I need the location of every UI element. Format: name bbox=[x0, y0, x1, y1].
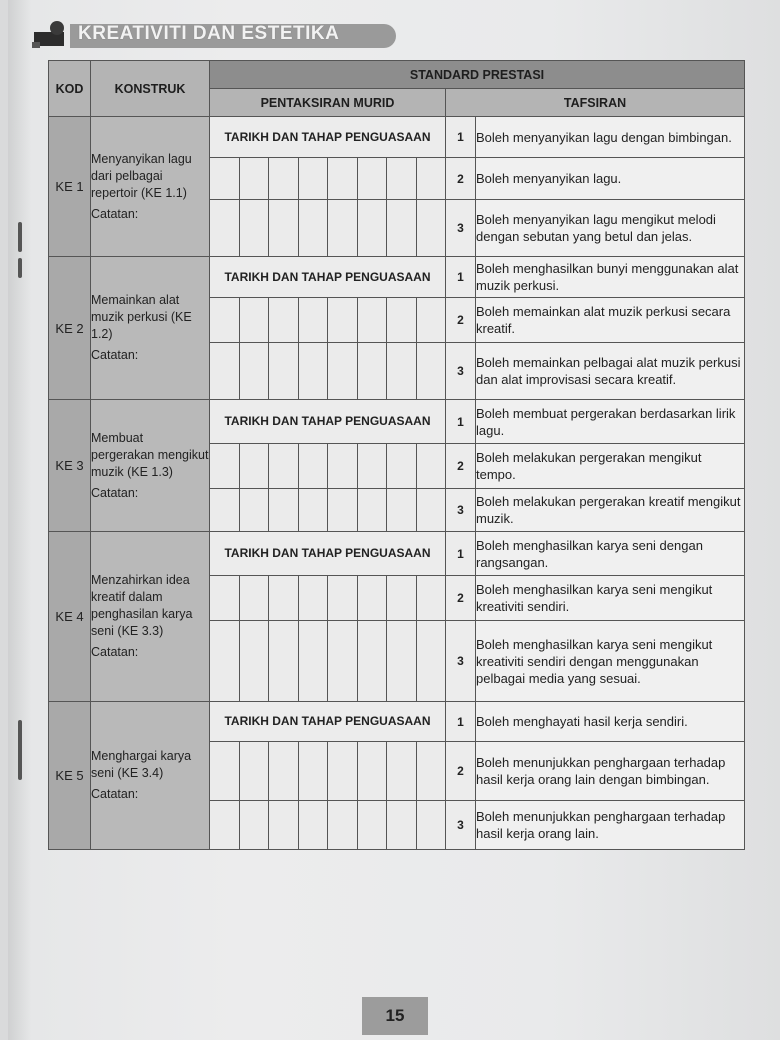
konstruk-cell bbox=[91, 532, 210, 702]
assessment-box[interactable] bbox=[417, 200, 446, 256]
assessment-box[interactable] bbox=[299, 489, 329, 531]
catatan-label: Catatan: bbox=[91, 206, 139, 221]
assessment-box[interactable] bbox=[387, 742, 417, 800]
assessment-box[interactable] bbox=[210, 343, 240, 399]
tahap-number: 1 bbox=[446, 702, 476, 742]
assessment-box[interactable] bbox=[210, 801, 240, 849]
assessment-box[interactable] bbox=[269, 444, 299, 488]
assessment-box[interactable] bbox=[387, 343, 417, 399]
assessment-box[interactable] bbox=[358, 444, 388, 488]
binder-mark bbox=[18, 222, 22, 252]
tafsiran-text: Boleh menunjukkan penghargaan terhadap hasil kerja orang lain. bbox=[476, 801, 745, 850]
assessment-box[interactable] bbox=[240, 158, 270, 199]
konstruk-text: Menzahirkan idea kreatif dalam penghasilan karya seni (KE 3.3) bbox=[91, 573, 193, 638]
section-header bbox=[30, 18, 370, 52]
assessment-box[interactable] bbox=[210, 298, 240, 342]
tahap-number: 2 bbox=[446, 742, 476, 801]
assessment-box[interactable] bbox=[240, 489, 270, 531]
tahap-number: 3 bbox=[446, 489, 476, 532]
konstruk-cell bbox=[91, 117, 210, 257]
header-tafsiran: TAFSIRAN bbox=[446, 89, 745, 117]
konstruk-cell bbox=[91, 257, 210, 400]
tarikh-tahap-label: TARIKH DAN TAHAP PENGUASAAN bbox=[210, 532, 446, 576]
assessment-box[interactable] bbox=[358, 801, 388, 849]
tahap-number: 2 bbox=[446, 444, 476, 489]
assessment-box[interactable] bbox=[299, 742, 329, 800]
kod-cell: KE 1 bbox=[49, 117, 91, 257]
assessment-box[interactable] bbox=[269, 489, 299, 531]
assessment-grid bbox=[210, 801, 446, 850]
catatan-label: Catatan: bbox=[91, 485, 139, 500]
assessment-box[interactable] bbox=[358, 621, 388, 701]
assessment-box[interactable] bbox=[269, 576, 299, 620]
kod-cell: KE 2 bbox=[49, 257, 91, 400]
tahap-number: 3 bbox=[446, 343, 476, 400]
tahap-number: 1 bbox=[446, 257, 476, 298]
assessment-box[interactable] bbox=[358, 742, 388, 800]
assessment-box[interactable] bbox=[299, 801, 329, 849]
page-title: KREATIVITI DAN ESTETIKA bbox=[78, 23, 340, 44]
binder-mark bbox=[18, 720, 22, 780]
assessment-box[interactable] bbox=[328, 742, 358, 800]
tafsiran-text: Boleh menghasilkan bunyi menggunakan alat muzik perkusi. bbox=[476, 257, 745, 298]
tafsiran-text: Boleh menyanyikan lagu. bbox=[476, 158, 745, 200]
assessment-box[interactable] bbox=[210, 444, 240, 488]
tarikh-tahap-label: TARIKH DAN TAHAP PENGUASAAN bbox=[210, 400, 446, 444]
assessment-box[interactable] bbox=[387, 158, 417, 199]
tahap-number: 2 bbox=[446, 576, 476, 621]
assessment-box[interactable] bbox=[417, 343, 446, 399]
catatan-label: Catatan: bbox=[91, 348, 139, 362]
assessment-box[interactable] bbox=[417, 158, 446, 199]
tafsiran-text: Boleh melakukan pergerakan kreatif mengikut muzik. bbox=[476, 489, 745, 532]
assessment-box[interactable] bbox=[328, 621, 358, 701]
assessment-grid bbox=[210, 200, 446, 257]
assessment-grid bbox=[210, 343, 446, 400]
assessment-box[interactable] bbox=[328, 801, 358, 849]
assessment-box[interactable] bbox=[387, 489, 417, 531]
assessment-grid bbox=[210, 444, 446, 489]
assessment-box[interactable] bbox=[358, 200, 388, 256]
assessment-box[interactable] bbox=[240, 742, 270, 800]
assessment-box[interactable] bbox=[240, 621, 270, 701]
tafsiran-text: Boleh melakukan pergerakan mengikut tempo. bbox=[476, 444, 745, 489]
kod-cell: KE 5 bbox=[49, 702, 91, 850]
tahap-number: 2 bbox=[446, 298, 476, 343]
assessment-box[interactable] bbox=[299, 444, 329, 488]
assessment-box[interactable] bbox=[299, 200, 329, 256]
tahap-number: 3 bbox=[446, 621, 476, 702]
kod-cell: KE 3 bbox=[49, 400, 91, 532]
tafsiran-text: Boleh menghasilkan karya seni dengan rangsangan. bbox=[476, 532, 745, 576]
tahap-number: 1 bbox=[446, 400, 476, 444]
assessment-box[interactable] bbox=[417, 742, 446, 800]
assessment-box[interactable] bbox=[299, 158, 329, 199]
assessment-grid bbox=[210, 742, 446, 801]
catatan-label: Catatan: bbox=[91, 787, 139, 801]
table-row bbox=[49, 117, 745, 158]
assessment-grid bbox=[210, 298, 446, 343]
assessment-box[interactable] bbox=[210, 200, 240, 256]
konstruk-text: Menyanyikan lagu dari pelbagai repertoir (KE 1.1) bbox=[91, 151, 192, 200]
tahap-number: 1 bbox=[446, 117, 476, 158]
konstruk-cell bbox=[91, 400, 210, 532]
header-standard-prestasi: STANDARD PRESTASI bbox=[210, 61, 745, 89]
assessment-box[interactable] bbox=[358, 576, 388, 620]
assessment-box[interactable] bbox=[358, 343, 388, 399]
tafsiran-text: Boleh memainkan pelbagai alat muzik perkusi dan alat improvisasi secara kreatif. bbox=[476, 343, 745, 400]
assessment-grid bbox=[210, 621, 446, 702]
assessment-box[interactable] bbox=[328, 444, 358, 488]
table-row bbox=[49, 257, 745, 298]
catatan-label: Catatan: bbox=[91, 645, 139, 659]
assessment-box[interactable] bbox=[328, 158, 358, 199]
assessment-box[interactable] bbox=[328, 200, 358, 256]
tafsiran-text: Boleh menghayati hasil kerja sendiri. bbox=[476, 702, 745, 742]
assessment-box[interactable] bbox=[210, 489, 240, 531]
table-row bbox=[49, 400, 745, 444]
assessment-box[interactable] bbox=[328, 576, 358, 620]
assessment-box[interactable] bbox=[417, 489, 446, 531]
assessment-box[interactable] bbox=[299, 621, 329, 701]
assessment-box[interactable] bbox=[269, 343, 299, 399]
assessment-box[interactable] bbox=[358, 489, 388, 531]
assessment-box[interactable] bbox=[269, 801, 299, 849]
assessment-box[interactable] bbox=[269, 742, 299, 800]
assessment-box[interactable] bbox=[417, 576, 446, 620]
konstruk-text: Membuat pergerakan mengikut muzik (KE 1.3) bbox=[91, 430, 209, 479]
page-number: 15 bbox=[362, 997, 428, 1035]
konstruk-text: Memainkan alat muzik perkusi (KE 1.2) bbox=[91, 293, 192, 341]
assessment-box[interactable] bbox=[240, 298, 270, 342]
assessment-box[interactable] bbox=[269, 621, 299, 701]
assessment-grid bbox=[210, 576, 446, 621]
tarikh-tahap-label: TARIKH DAN TAHAP PENGUASAAN bbox=[210, 257, 446, 298]
tarikh-tahap-label: TARIKH DAN TAHAP PENGUASAAN bbox=[210, 702, 446, 742]
tafsiran-text: Boleh menghasilkan karya seni mengikut kreativiti sendiri. bbox=[476, 576, 745, 621]
konstruk-cell bbox=[91, 702, 210, 850]
kod-cell: KE 4 bbox=[49, 532, 91, 702]
assessment-box[interactable] bbox=[269, 298, 299, 342]
assessment-box[interactable] bbox=[358, 158, 388, 199]
tafsiran-text: Boleh menyanyikan lagu mengikut melodi dengan sebutan yang betul dan jelas. bbox=[476, 200, 745, 257]
assessment-box[interactable] bbox=[240, 343, 270, 399]
header-pentaksiran-murid: PENTAKSIRAN MURID bbox=[210, 89, 446, 117]
tafsiran-text: Boleh membuat pergerakan berdasarkan lirik lagu. bbox=[476, 400, 745, 444]
assessment-box[interactable] bbox=[240, 444, 270, 488]
assessment-box[interactable] bbox=[417, 444, 446, 488]
assessment-box[interactable] bbox=[240, 801, 270, 849]
assessment-box[interactable] bbox=[210, 742, 240, 800]
assessment-box[interactable] bbox=[387, 621, 417, 701]
assessment-box[interactable] bbox=[417, 801, 446, 849]
assessment-box[interactable] bbox=[328, 298, 358, 342]
tafsiran-text: Boleh memainkan alat muzik perkusi secara kreatif. bbox=[476, 298, 745, 343]
assessment-box[interactable] bbox=[210, 621, 240, 701]
assessment-box[interactable] bbox=[358, 298, 388, 342]
tahap-number: 3 bbox=[446, 200, 476, 257]
konstruk-text: Menghargai karya seni (KE 3.4) bbox=[91, 749, 192, 780]
assessment-box[interactable] bbox=[240, 576, 270, 620]
header-kod: KOD bbox=[49, 61, 91, 117]
tafsiran-text: Boleh menunjukkan penghargaan terhadap hasil kerja orang lain dengan bimbingan. bbox=[476, 742, 745, 801]
assessment-box[interactable] bbox=[299, 576, 329, 620]
tafsiran-text: Boleh menyanyikan lagu dengan bimbingan. bbox=[476, 117, 745, 158]
assessment-box[interactable] bbox=[269, 200, 299, 256]
tarikh-tahap-label: TARIKH DAN TAHAP PENGUASAAN bbox=[210, 117, 446, 158]
assessment-box[interactable] bbox=[210, 576, 240, 620]
assessment-box[interactable] bbox=[299, 343, 329, 399]
table-row bbox=[49, 702, 745, 742]
tafsiran-text: Boleh menghasilkan karya seni mengikut kreativiti sendiri dengan menggunakan pelbagai media yang sesuai. bbox=[476, 621, 745, 702]
header-konstruk: KONSTRUK bbox=[91, 61, 210, 117]
table-row bbox=[49, 532, 745, 576]
assessment-box[interactable] bbox=[387, 801, 417, 849]
assessment-box[interactable] bbox=[387, 444, 417, 488]
assessment-box[interactable] bbox=[387, 200, 417, 256]
assessment-box[interactable] bbox=[417, 298, 446, 342]
assessment-box[interactable] bbox=[417, 621, 446, 701]
assessment-box[interactable] bbox=[240, 200, 270, 256]
assessment-grid bbox=[210, 158, 446, 200]
assessment-box[interactable] bbox=[210, 158, 240, 199]
tahap-number: 3 bbox=[446, 801, 476, 850]
assessment-box[interactable] bbox=[328, 343, 358, 399]
assessment-box[interactable] bbox=[328, 489, 358, 531]
art-palette-icon bbox=[30, 20, 74, 50]
assessment-grid bbox=[210, 489, 446, 532]
assessment-box[interactable] bbox=[387, 576, 417, 620]
binder-mark bbox=[18, 258, 22, 278]
assessment-box[interactable] bbox=[299, 298, 329, 342]
tahap-number: 1 bbox=[446, 532, 476, 576]
assessment-box[interactable] bbox=[387, 298, 417, 342]
assessment-table bbox=[48, 60, 745, 850]
assessment-box[interactable] bbox=[269, 158, 299, 199]
tahap-number: 2 bbox=[446, 158, 476, 200]
